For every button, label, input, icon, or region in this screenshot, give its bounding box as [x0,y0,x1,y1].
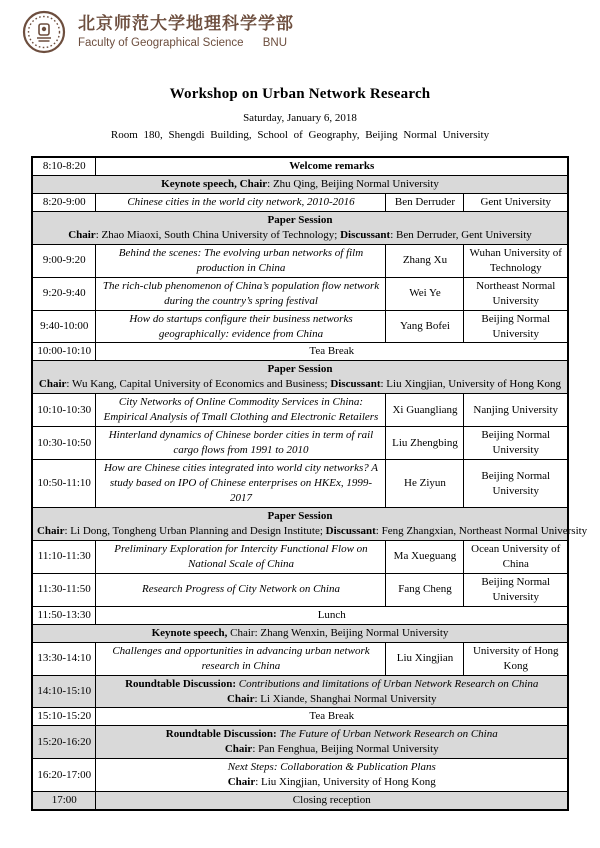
text-segment: Next Steps: Collaboration & Publication Plans [227,761,436,774]
cell-line [100,582,381,597]
cell-line [37,319,92,334]
session-header-cell [32,211,568,244]
title-cell [96,540,386,573]
title-cell [96,310,386,343]
text-segment: Paper Session [267,213,333,226]
cell-line [100,542,381,572]
title-cell [96,277,386,310]
time-cell [32,792,96,810]
text-segment: : Li Dong, Tongheng Urban Planning and Design Institute; [64,524,326,537]
speaker-cell [386,642,464,675]
text-segment: Beijing Normal University [481,469,551,497]
cell-line [37,436,92,451]
text-segment: University of Hong Kong [472,644,559,672]
text-segment: 9:20-9:40 [42,287,86,300]
event-cell [96,157,568,175]
text-segment: Keynote speech, Chair [161,177,268,190]
cell-line [390,253,459,268]
time-cell [32,573,96,606]
text-segment: Yang Bofei [400,320,450,333]
schedule-row [32,642,568,675]
title-cell [96,573,386,606]
session-header-cell [32,175,568,193]
cell-line [37,709,92,724]
cell-line [100,760,563,775]
text-segment: 15:20-16:20 [37,735,92,748]
cell-line [100,742,563,757]
cell-line [100,692,563,707]
text-segment: Beijing Normal University [481,575,551,603]
cell-line [100,395,381,425]
title-cell [96,394,386,427]
cell-line [100,727,563,742]
session-header-cell [32,508,588,541]
text-segment: Chinese cities in the world city network, 2010-2016 [127,195,355,208]
schedule-row [32,726,568,759]
cell-line [100,677,563,692]
university-abbr: BNU [262,37,288,49]
cell-line [468,575,563,605]
title-cell [96,460,386,508]
schedule-row [32,361,568,394]
cell-line [100,312,381,342]
text-segment: Roundtable Discussion: [125,677,237,690]
text-segment: 10:50-11:10 [37,477,91,490]
text-segment: Nanjing University [473,403,559,416]
cell-line [468,542,563,572]
cell-line [37,228,563,243]
text-segment: Discussant [325,524,376,537]
time-cell [32,310,96,343]
speaker-cell [386,193,464,211]
affiliation-cell [464,394,568,427]
speaker-cell [386,277,464,310]
faculty-name: Faculty of Geographical Science [78,37,244,49]
speaker-cell [386,460,464,508]
text-segment: : Wu Kang, Capital University of Economics and Business; [66,378,331,391]
text-segment: Challenges and opportunities in advancing urban network research in China [112,644,370,672]
cell-line [390,651,459,666]
text-segment: 9:00-9:20 [42,254,86,267]
text-segment: City Networks of Online Commodity Services in China: Empirical Analysis of Tmall Clothing and Electronic Retailers [103,396,379,424]
cell-line [37,768,92,783]
text-segment: He Ziyun [404,477,446,490]
text-segment: Paper Session [267,510,333,523]
text-segment: Tea Break [309,345,355,358]
speaker-cell [386,573,464,606]
time-cell [32,540,96,573]
title-cell [96,427,386,460]
text-segment: Paper Session [267,363,333,376]
schedule-row [32,508,568,541]
text-segment: Contributions and limitations of Urban Network Research on China [236,677,539,690]
text-segment: 13:30-14:10 [37,652,92,665]
cell-line [468,312,563,342]
event-cell [96,606,568,624]
event-cell [96,343,568,361]
time-cell [32,244,96,277]
text-segment: : Liu Xingjian, University of Hong Kong [380,378,562,391]
schedule-row [32,460,568,508]
cell-line [100,608,563,623]
schedule-row [32,343,568,361]
text-segment: 10:10-10:30 [37,403,92,416]
cell-line [37,213,563,228]
cell-line [100,644,381,674]
cell-line [100,195,381,210]
university-name-chinese: 北京师范大学地理科学学部 [78,14,294,33]
university-name-english [78,37,294,50]
text-segment: : Zhao Miaoxi, South China University of Technology; [95,228,341,241]
title-cell [96,193,386,211]
text-segment: Research Progress of City Network on China [141,583,340,596]
speaker-cell [386,427,464,460]
schedule-row [32,244,568,277]
schedule-row [32,310,568,343]
text-segment: How are Chinese cities integrated into world city networks? A study based on IPO of Chinese enterprises on HKEx, 1999-2017 [103,462,379,505]
text-segment: Xi Guangliang [392,403,458,416]
cell-line [390,549,459,564]
time-cell [32,759,96,792]
text-segment: Beijing Normal University [481,429,551,457]
cell-line [468,403,563,418]
text-segment: 16:20-17:00 [37,768,92,781]
event-cell [96,708,568,726]
brand-text [78,14,294,50]
text-segment: The Future of Urban Network Research on China [276,728,498,741]
text-segment: : Pan Fenghua, Beijing Normal University [252,743,439,756]
affiliation-cell [464,427,568,460]
cell-line [390,286,459,301]
cell-line [100,344,563,359]
time-cell [32,708,96,726]
text-segment: Chair [226,692,255,705]
text-segment: Preliminary Exploration for Intercity Functional Flow on National Scale of China [114,542,368,570]
title-cell [96,642,386,675]
text-segment: Fang Cheng [398,583,452,596]
cell-line [37,793,92,808]
cell-line [100,279,381,309]
text-segment: Northeast Normal University [476,279,556,307]
cell-line [100,775,563,790]
text-segment: : Li Xiande, Shanghai Normal University [254,692,437,705]
text-segment: Keynote speech, [151,626,228,639]
schedule-row [32,175,568,193]
cell-line [37,735,92,750]
event-cell [96,675,568,708]
schedule-row [32,394,568,427]
text-segment: : Liu Xingjian, University of Hong Kong [255,776,436,789]
cell-line [100,461,381,506]
speaker-cell [386,310,464,343]
cell-line [36,524,588,539]
schedule-row [32,193,568,211]
event-date: Saturday, January 6, 2018 [243,112,357,124]
time-cell [32,460,96,508]
schedule-row [32,211,568,244]
text-segment: Hinterland dynamics of Chinese border cities in term of rail cargo flows from 1991 to 2010 [108,429,374,457]
cell-line [37,195,92,210]
cell-line [37,626,563,641]
speaker-cell [386,244,464,277]
text-segment: Wuhan University of Technology [469,246,562,274]
text-segment: 15:10-15:20 [37,710,92,723]
text-segment: 10:00-10:10 [37,345,92,358]
text-segment: Ocean University of China [471,542,561,570]
schedule-row [32,708,568,726]
text-segment: 14:10-15:10 [37,685,92,698]
schedule-row [32,759,568,792]
cell-line [100,246,381,276]
cell-line [37,177,563,192]
time-cell [32,394,96,427]
text-segment: Welcome remarks [289,160,375,172]
speaker-cell [386,394,464,427]
schedule-row [32,157,568,175]
time-cell [32,193,96,211]
affiliation-cell [464,642,568,675]
text-segment: Discussant [330,378,381,391]
text-segment: Chair [38,378,67,391]
text-segment: Chair [227,776,256,789]
brand-header [22,8,600,56]
affiliation-cell [464,193,568,211]
affiliation-cell [464,460,568,508]
text-segment: 8:20-9:00 [42,195,86,208]
schedule-body [32,157,588,810]
text-segment: Chair [68,228,96,241]
event-cell [96,759,568,792]
cell-line [390,582,459,597]
time-cell [32,675,96,708]
cell-line [37,509,563,524]
cell-line [468,279,563,309]
text-segment: : Zhu Qing, Beijing Normal University [267,177,439,190]
title-cell [96,244,386,277]
affiliation-cell [464,277,568,310]
text-segment: Behind the scenes: The evolving urban networks of film production in China [118,246,364,274]
time-cell [32,427,96,460]
schedule-table [31,156,588,811]
affiliation-cell [464,573,568,606]
cell-line [100,709,563,724]
text-segment: Liu Zhengbing [392,436,458,449]
cell-line [37,651,92,666]
page-title: Workshop on Urban Network Research [169,86,431,102]
text-segment: 11:10-11:30 [37,550,91,563]
text-segment: Closing reception [292,794,371,807]
cell-line [390,319,459,334]
cell-line [37,403,92,418]
event-venue: Room 180, Shengdi Building, School of Geography, Beijing Normal University [110,129,490,141]
university-seal-icon [22,10,66,54]
text-segment: Wei Ye [409,287,441,300]
schedule-row [32,573,568,606]
schedule-row [32,675,568,708]
cell-line [468,644,563,674]
schedule-row [32,792,568,810]
session-header-cell [32,624,568,642]
text-segment: Ben Derruder [394,195,456,208]
cell-line [390,403,459,418]
cell-line [100,793,563,808]
text-segment: Ma Xueguang [393,550,457,563]
cell-line [37,684,92,699]
cell-line [37,362,563,377]
cell-line [37,608,92,623]
cell-line [37,253,92,268]
schedule-row [32,606,568,624]
cell-line [468,428,563,458]
text-segment: Chair: Zhang Wenxin, Beijing Normal University [227,626,449,639]
cell-line [468,469,563,499]
text-segment: Gent University [480,195,552,208]
time-cell [32,642,96,675]
cell-line [100,159,563,174]
text-segment: 8:10-8:20 [42,160,86,172]
schedule-row [32,540,568,573]
time-cell [32,343,96,361]
cell-line [468,246,563,276]
cell-line [468,195,563,210]
text-segment: The rich-club phenomenon of China’s population flow network during the country’s spring festival [102,279,380,307]
cell-line [390,476,459,491]
cell-line [37,377,563,392]
text-segment: 11:30-11:50 [37,583,91,596]
time-cell [32,277,96,310]
text-segment: Chair [224,743,253,756]
schedule-row [32,624,568,642]
text-segment: Tea Break [309,710,355,723]
text-segment: Liu Xingjian [396,652,454,665]
time-cell [32,726,96,759]
text-segment: Zhang Xu [402,254,448,267]
cell-line [37,549,92,564]
schedule-row [32,427,568,460]
text-segment: Roundtable Discussion: [165,728,277,741]
event-cell [96,726,568,759]
text-segment: 17:00 [51,794,77,807]
text-segment: Chair [36,524,65,537]
cell-line [37,344,92,359]
affiliation-cell [464,540,568,573]
time-cell [32,157,96,175]
text-segment: Lunch [317,608,346,621]
cell-line [37,286,92,301]
text-segment: How do startups configure their business networks geographically: evidence from China [129,312,353,340]
text-segment: Beijing Normal University [481,312,551,340]
schedule-row [32,277,568,310]
event-cell [96,792,568,810]
speaker-cell [386,540,464,573]
text-segment: : Feng Zhangxian, Northeast Normal University [375,524,588,537]
text-segment: 9:40-10:00 [40,320,89,333]
session-header-cell [32,361,568,394]
text-segment: : Ben Derruder, Gent University [390,228,532,241]
cell-line [37,582,92,597]
cell-line [390,436,459,451]
text-segment: Discussant [340,228,391,241]
affiliation-cell [464,244,568,277]
cell-line [390,195,459,210]
affiliation-cell [464,310,568,343]
cell-line [37,159,92,174]
cell-line [100,428,381,458]
cell-line [37,476,92,491]
text-segment: 10:30-10:50 [37,436,92,449]
time-cell [32,606,96,624]
text-segment: 11:50-13:30 [37,608,91,621]
